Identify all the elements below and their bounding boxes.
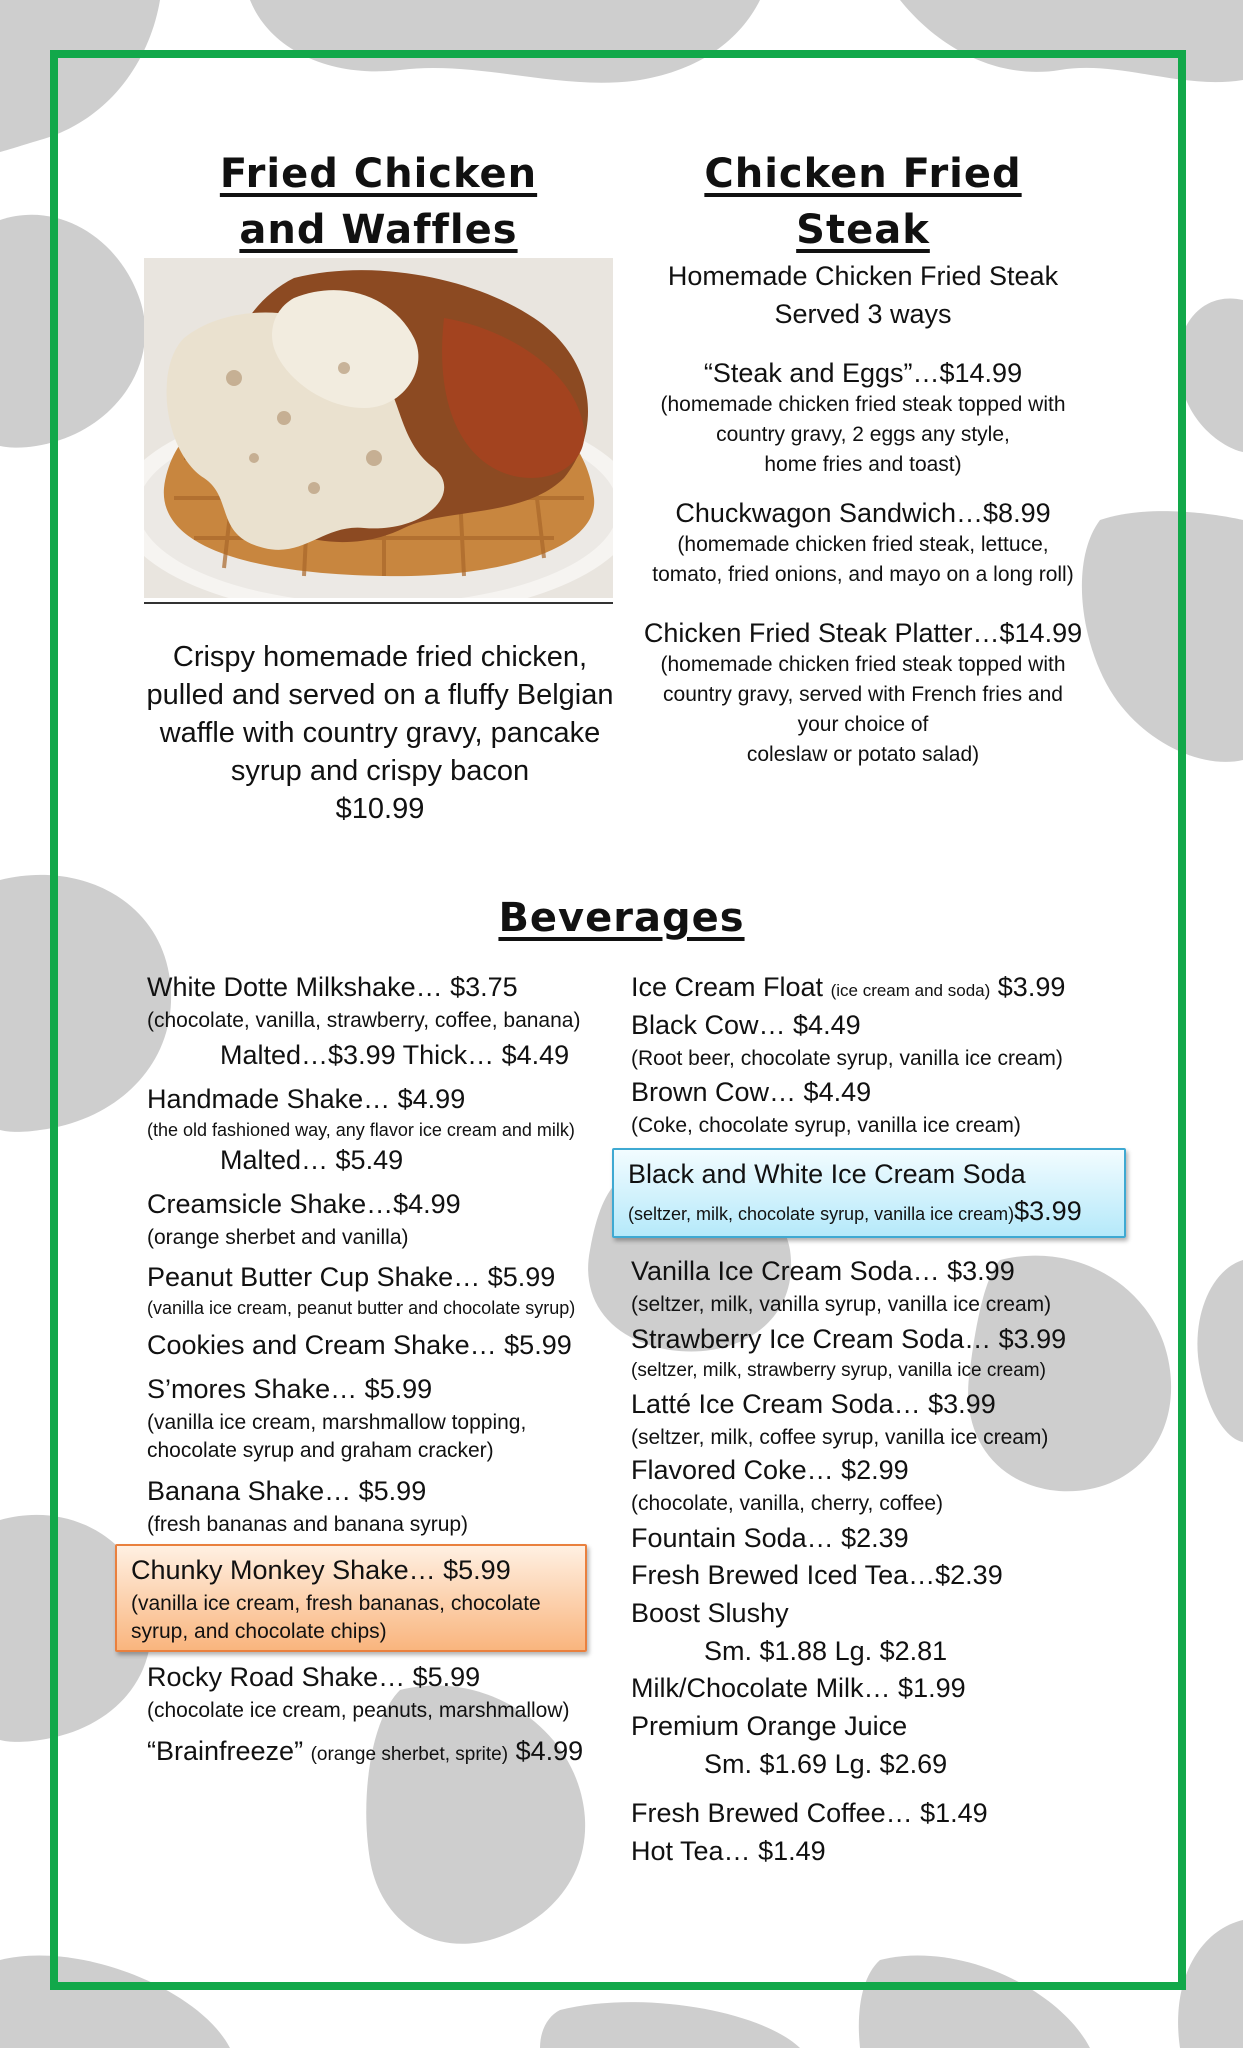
bev-smores-desc: (vanilla ice cream, marshmallow topping, chocolate syrup and graham cracker) [147,1411,527,1462]
cfs-item-chuckwagon: Chuckwagon Sandwich…$8.99 (homemade chicken fried steak, lettuce, tomato, fried onions, and mayo on a long roll) [652,498,1074,586]
chicken-waffles-description: Crispy homemade fried chicken, pulled and served on a fluffy Belgian waffle with country gravy, pancake syrup and crispy bacon $10.99 [130,638,630,828]
bev-oj-sizes: Sm. $1.69 Lg. $2.69 [704,1749,948,1779]
bev-float: Ice Cream Float (ice cream and soda) $3.99 [631,972,1066,1002]
bev-iced-tea: Fresh Brewed Iced Tea…$2.39 [631,1560,1003,1590]
bev-fountain: Fountain Soda… $2.39 [631,1523,909,1553]
bev-brown-cow-desc: (Coke, chocolate syrup, vanilla ice cream) [631,1114,1021,1137]
chicken-waffles-photo [144,258,613,598]
bev-creamsicle: Creamsicle Shake…$4.99 [147,1189,461,1219]
bev-vanilla-soda-desc: (seltzer, milk, vanilla syrup, vanilla ice cream) [631,1293,1052,1316]
bev-rocky-road: Rocky Road Shake… $5.99 [147,1662,481,1692]
cfs-item-platter: Chicken Fried Steak Platter…$14.99 (homemade chicken fried steak topped with country gravy, served with French fries and your choice of coleslaw or potato salad) [643,618,1083,766]
bev-black-white-soda: Black and White Ice Cream Soda [628,1159,1026,1189]
bev-boost-sizes: Sm. $1.88 Lg. $2.81 [704,1636,948,1666]
bev-peanut-desc: (vanilla ice cream, peanut butter and chocolate syrup) [147,1298,576,1318]
bev-banana: Banana Shake… $5.99 [147,1476,427,1506]
bev-oj: Premium Orange Juice [631,1711,908,1741]
photo-underline [144,602,613,604]
bev-handmade: Handmade Shake… $4.99 [147,1084,466,1114]
bev-milk: Milk/Chocolate Milk… $1.99 [631,1673,966,1703]
bev-brainfreeze: “Brainfreeze” (orange sherbet, sprite) $4.99 [147,1736,584,1766]
feature-title-chicken-waffles: Fried Chicken and Waffles [219,151,538,253]
bev-handmade-desc: (the old fashioned way, any flavor ice cream and milk) [147,1120,575,1140]
bev-cookies: Cookies and Cream Shake… $5.99 [147,1330,572,1360]
bev-flavored-coke-desc: (chocolate, vanilla, cherry, coffee) [631,1492,944,1515]
chicken-waffles-price: $10.99 [335,793,425,825]
bev-vanilla-soda: Vanilla Ice Cream Soda… $3.99 [631,1256,1015,1286]
bev-black-white-soda-desc: (seltzer, milk, chocolate syrup, vanilla ice cream)$3.99 [628,1196,1082,1226]
feature-title-chicken-fried-steak: Chicken Fried Steak [704,151,1022,253]
bev-creamsicle-desc: (orange sherbet and vanilla) [147,1226,409,1249]
bev-coffee: Fresh Brewed Coffee… $1.49 [631,1798,988,1828]
bev-rocky-road-desc: (chocolate ice cream, peanuts, marshmallow) [147,1699,570,1722]
bev-smores: S’mores Shake… $5.99 [147,1374,433,1404]
bev-brown-cow: Brown Cow… $4.49 [631,1077,872,1107]
bev-strawberry-soda: Strawberry Ice Cream Soda… $3.99 [631,1324,1067,1354]
bev-black-cow-desc: (Root beer, chocolate syrup, vanilla ice cream) [631,1047,1063,1070]
beverages-title: Beverages [498,895,745,941]
bev-white-dotte-malted: Malted…$3.99 Thick… $4.49 [220,1040,570,1070]
bev-chunky-monkey-desc: (vanilla ice cream, fresh bananas, chocolate syrup, and chocolate chips) [131,1592,541,1643]
bev-handmade-malted: Malted… $5.49 [220,1145,404,1175]
bev-chunky-monkey: Chunky Monkey Shake… $5.99 [131,1555,511,1585]
bev-strawberry-soda-desc: (seltzer, milk, strawberry syrup, vanilla ice cream) [631,1360,1046,1381]
bev-black-cow: Black Cow… $4.49 [631,1010,861,1040]
bev-hot-tea: Hot Tea… $1.49 [631,1836,826,1866]
bev-latte-soda-desc: (seltzer, milk, coffee syrup, vanilla ice cream) [631,1426,1049,1449]
bev-boost: Boost Slushy [631,1598,789,1628]
cfs-intro: Homemade Chicken Fried Steak Served 3 ways [667,261,1059,329]
bev-flavored-coke: Flavored Coke… $2.99 [631,1455,909,1485]
bev-latte-soda: Latté Ice Cream Soda… $3.99 [631,1389,996,1419]
bev-banana-desc: (fresh bananas and banana syrup) [147,1513,469,1536]
bev-white-dotte: White Dotte Milkshake… $3.75 [147,972,518,1002]
cfs-item-steak-eggs: “Steak and Eggs”…$14.99 (homemade chicken fried steak topped with country gravy, 2 eggs any style, home fries and toast) [660,358,1066,476]
bev-white-dotte-desc: (chocolate, vanilla, strawberry, coffee, banana) [147,1009,581,1032]
bev-peanut: Peanut Butter Cup Shake… $5.99 [147,1262,556,1292]
